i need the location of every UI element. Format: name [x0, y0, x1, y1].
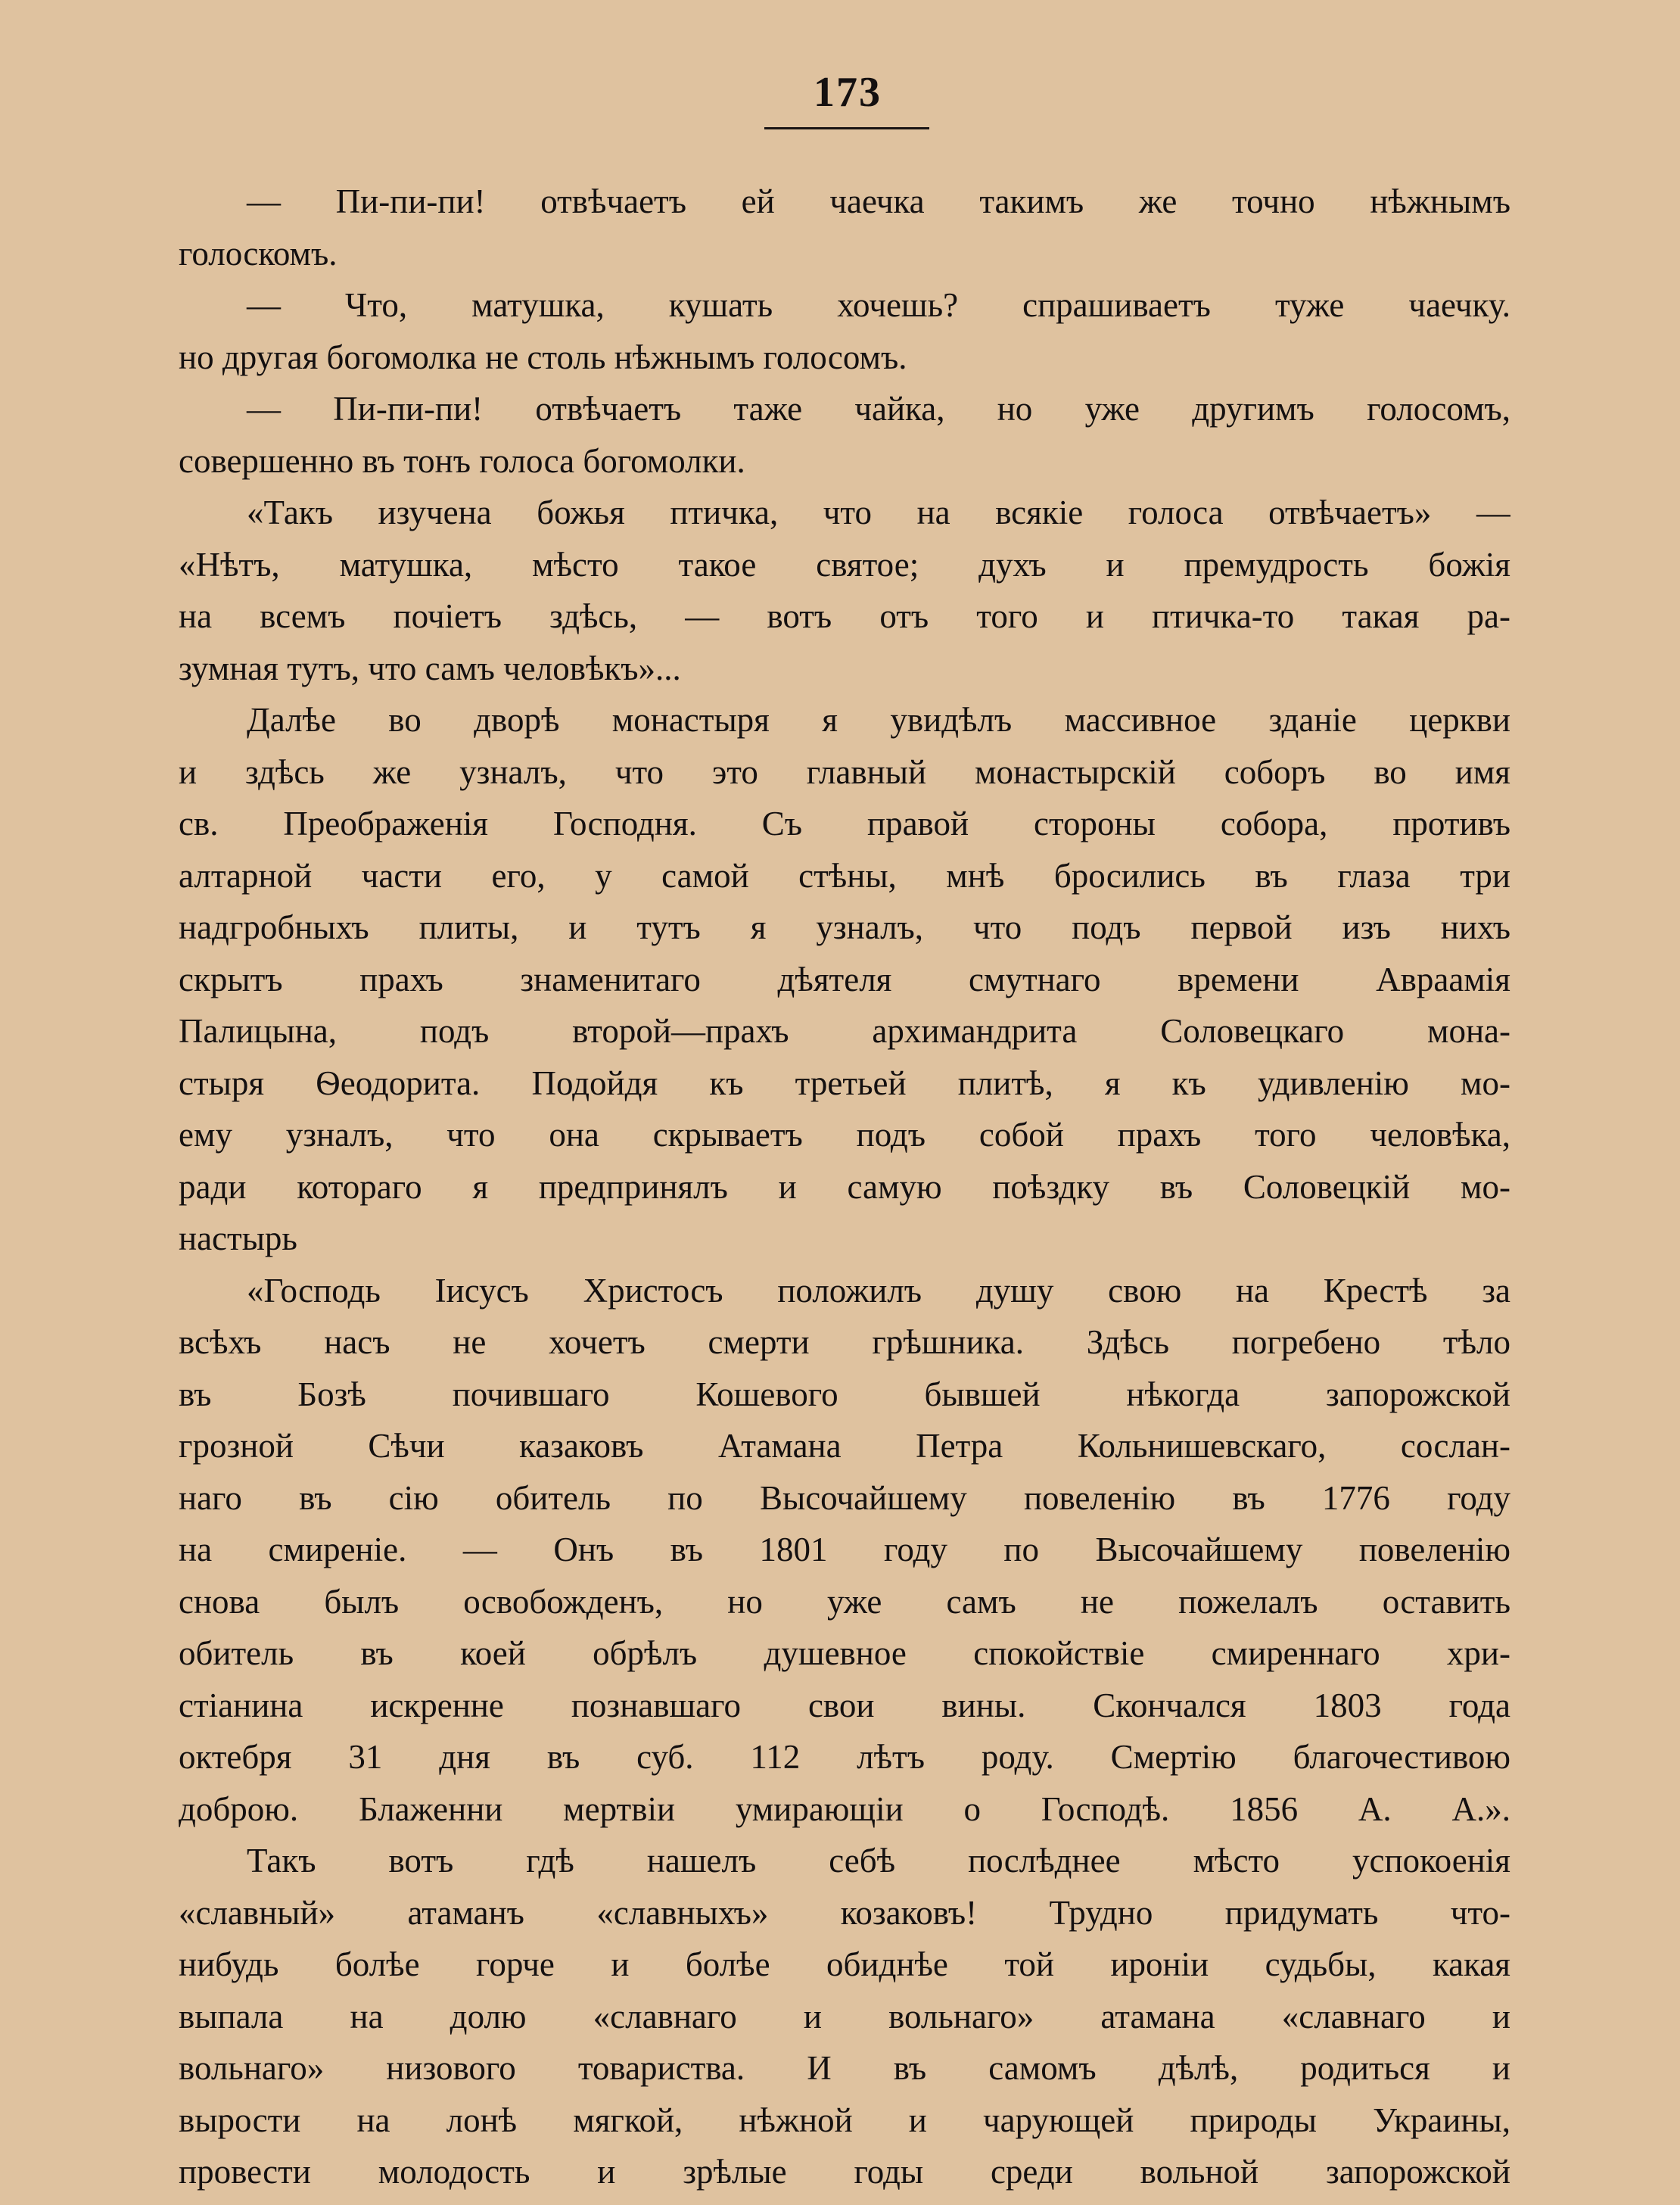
- text-line: голоскомъ.: [179, 234, 338, 273]
- text-line: стіанина искренне познавшаго свои вины. Скончался 1803 года: [179, 1686, 1510, 1724]
- text-line: — Пи-пи-пи! отвѣчаетъ таже чайка, но уже другимъ голосомъ,: [247, 390, 1510, 428]
- text-line: на всемъ почіетъ здѣсь, — вотъ отъ того и птичка-то такая ра-: [179, 597, 1510, 635]
- text-line: ему узналъ, что она скрываетъ подъ собой прахъ того человѣка,: [179, 1116, 1510, 1154]
- text-line: св. Преображенія Господня. Съ правой стороны собора, противъ: [179, 805, 1510, 842]
- text-line: «Такъ изучена божья птичка, что на всякіе голоса отвѣчаетъ» —: [247, 494, 1510, 531]
- text-line: всѣхъ насъ не хочетъ смерти грѣшника. Здѣсь погребено тѣло: [179, 1323, 1510, 1361]
- text-line: «славный» атаманъ «славныхъ» козаковъ! Трудно придумать что-: [179, 1893, 1510, 1932]
- text-line: Палицына, подъ второй—прахъ архимандрита Соловецкаго мона-: [179, 1012, 1510, 1050]
- text-line: настырь: [179, 1219, 297, 1257]
- text-line: — Пи-пи-пи! отвѣчаетъ ей чаечка такимъ же точно нѣжнымъ: [247, 182, 1510, 220]
- text-line: «Нѣтъ, матушка, мѣсто такое святое; духъ и премудрость божія: [179, 545, 1510, 584]
- text-line: снова былъ освобожденъ, но уже самъ не пожелалъ оставить: [179, 1582, 1510, 1621]
- page-number-rule: [764, 127, 929, 129]
- text-line: провести молодость и зрѣлые годы среди вольной запорожской: [179, 2153, 1510, 2191]
- text-line: нибудь болѣе горче и болѣе обиднѣе той ироніи судьбы, какая: [179, 1945, 1510, 1983]
- text-line: грозной Сѣчи казаковъ Атамана Петра Кольнишевскаго, сослан-: [179, 1427, 1510, 1465]
- text-line: но другая богомолка не столь нѣжнымъ голосомъ.: [179, 338, 907, 376]
- text-line: «Господь Іисусъ Христосъ положилъ душу свою на Крестѣ за: [247, 1271, 1510, 1310]
- text-line: наго въ сію обитель по Высочайшему повеленію въ 1776 году: [179, 1478, 1510, 1517]
- text-line: зумная тутъ, что самъ человѣкъ»...: [179, 649, 681, 687]
- text-line: на смиреніе. — Онъ въ 1801 году по Высочайшему повеленію: [179, 1531, 1510, 1568]
- text-line: Далѣе во дворѣ монастыря я увидѣлъ массивное зданіе церкви: [247, 701, 1510, 739]
- text-line: въ Бозѣ почившаго Кошевого бывшей нѣкогда запорожской: [179, 1375, 1510, 1413]
- page-number: 173: [814, 69, 882, 116]
- text-line: — Что, матушка, кушать хочешь? спрашиваетъ туже чаечку.: [247, 286, 1510, 324]
- text-line: вырости на лонѣ мягкой, нѣжной и чарующей природы Украины,: [179, 2101, 1510, 2139]
- text-line: ради котораго я предпринялъ и самую поѣздку въ Соловецкій мо-: [179, 1167, 1510, 1206]
- text-line: доброю. Блаженни мертвіи умирающіи о Господѣ. 1856 А. А.».: [179, 1789, 1510, 1828]
- text-line: и здѣсь же узналъ, что это главный монастырскій соборъ во имя: [179, 752, 1510, 791]
- text-line: октебря 31 дня въ суб. 112 лѣтъ роду. Смертію благочестивою: [179, 1738, 1510, 1776]
- text-line: надгробныхъ плиты, и тутъ я узналъ, что подъ первой изъ нихъ: [179, 908, 1510, 946]
- text-line: скрытъ прахъ знаменитаго дѣятеля смутнаго времени Авраамія: [179, 960, 1510, 998]
- text-line: обитель въ коей обрѣлъ душевное спокойствіе смиреннаго хри-: [179, 1634, 1510, 1672]
- text-line: выпала на долю «славнаго и вольнаго» атамана «славнаго и: [179, 1997, 1510, 2035]
- text-line: алтарной части его, у самой стѣны, мнѣ бросились въ глаза три: [179, 856, 1510, 895]
- text-line: совершенно въ тонъ голоса богомолки.: [179, 441, 745, 480]
- body-text: [179, 176, 1510, 2198]
- text-line: Такъ вотъ гдѣ нашелъ себѣ послѣднее мѣсто успокоенія: [247, 1842, 1510, 1880]
- text-line: вольнаго» низового товариства. И въ самомъ дѣлѣ, родиться и: [179, 2049, 1510, 2087]
- text-line: стыря Ѳеодорита. Подойдя къ третьей плитѣ, я къ удивленію мо-: [179, 1064, 1510, 1102]
